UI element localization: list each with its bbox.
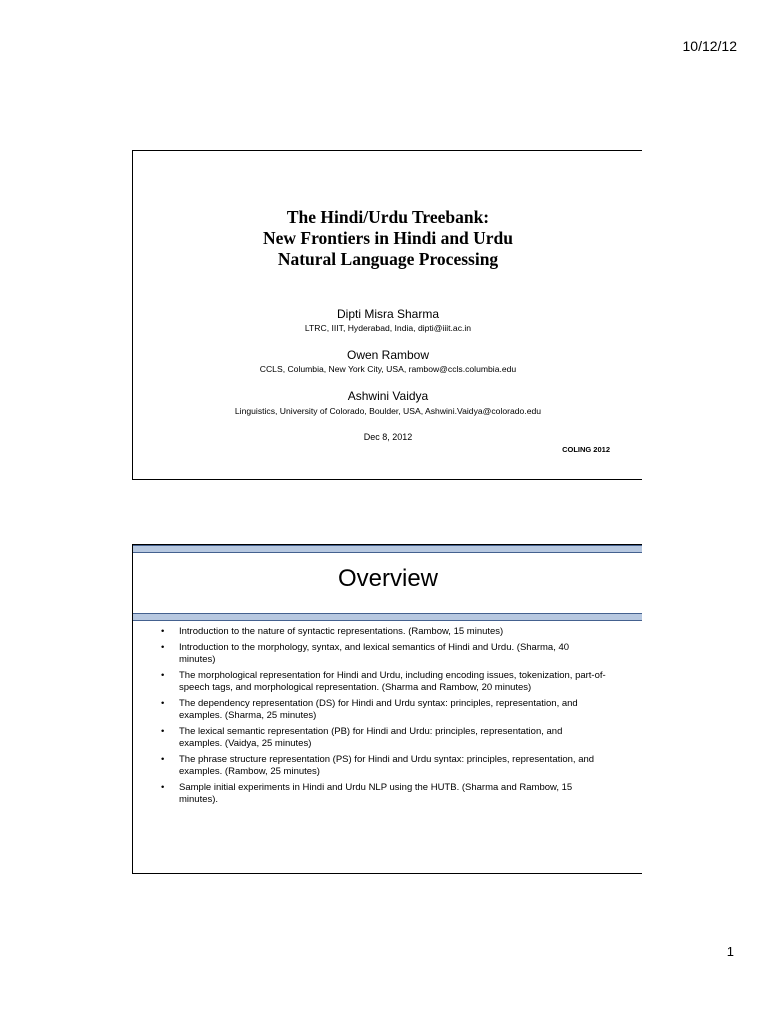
author-name-sharma: Dipti Misra Sharma bbox=[336, 307, 440, 321]
bullet-item: • The morphological representation for Hindi and Urdu, including encoding issues, tokenization, part-of-speech tags, and morphological representation. (Sharma and Rambow, 20 minutes) bbox=[153, 670, 608, 694]
bullet-item: • Sample initial experiments in Hindi and Urdu NLP using the HUTB. (Sharma and Rambow, 15 minutes). bbox=[153, 782, 608, 806]
overview-slide bbox=[132, 544, 642, 874]
title-line-3: Natural Language Processing bbox=[277, 249, 499, 269]
author-affiliation-rambow: CCLS, Columbia, New York City, USA, rambow@ccls.columbia.edu bbox=[259, 364, 517, 374]
overview-bullet-list bbox=[153, 626, 608, 810]
page-number: 1 bbox=[726, 944, 734, 959]
talk-date: Dec 8, 2012 bbox=[363, 432, 413, 442]
header-bar-top bbox=[133, 545, 642, 553]
title-slide bbox=[132, 150, 642, 480]
bullet-item: • Introduction to the nature of syntactic representations. (Rambow, 15 minutes) bbox=[153, 626, 608, 638]
title-line-2: New Frontiers in Hindi and Urdu bbox=[262, 228, 514, 248]
author-affiliation-sharma: LTRC, IIIT, Hyderabad, India, dipti@iiit.ac.in bbox=[304, 323, 472, 333]
bullet-item: • The dependency representation (DS) for Hindi and Urdu syntax: principles, representation, and examples. (Sharma, 25 minutes) bbox=[153, 698, 608, 722]
author-name-rambow: Owen Rambow bbox=[346, 348, 430, 362]
bullet-item: • Introduction to the morphology, syntax, and lexical semantics of Hindi and Urdu. (Sharma, 40 minutes) bbox=[153, 642, 608, 666]
slide-title bbox=[133, 207, 643, 270]
header-bar-bottom bbox=[133, 613, 642, 621]
author-affiliation-vaidya: Linguistics, University of Colorado, Boulder, USA, Ashwini.Vaidya@colorado.edu bbox=[234, 406, 542, 416]
conference-label: COLING 2012 bbox=[562, 445, 610, 454]
bullet-item: • The phrase structure representation (PS) for Hindi and Urdu syntax: principles, representation, and examples. (Rambow, 25 minutes) bbox=[153, 754, 608, 778]
title-line-1: The Hindi/Urdu Treebank: bbox=[286, 207, 490, 227]
bullet-item: • The lexical semantic representation (PB) for Hindi and Urdu: principles, representation, and examples. (Vaidya, 25 minutes) bbox=[153, 726, 608, 750]
page-date: 10/12/12 bbox=[682, 38, 737, 54]
author-name-vaidya: Ashwini Vaidya bbox=[347, 389, 429, 403]
overview-title: Overview bbox=[337, 565, 439, 592]
